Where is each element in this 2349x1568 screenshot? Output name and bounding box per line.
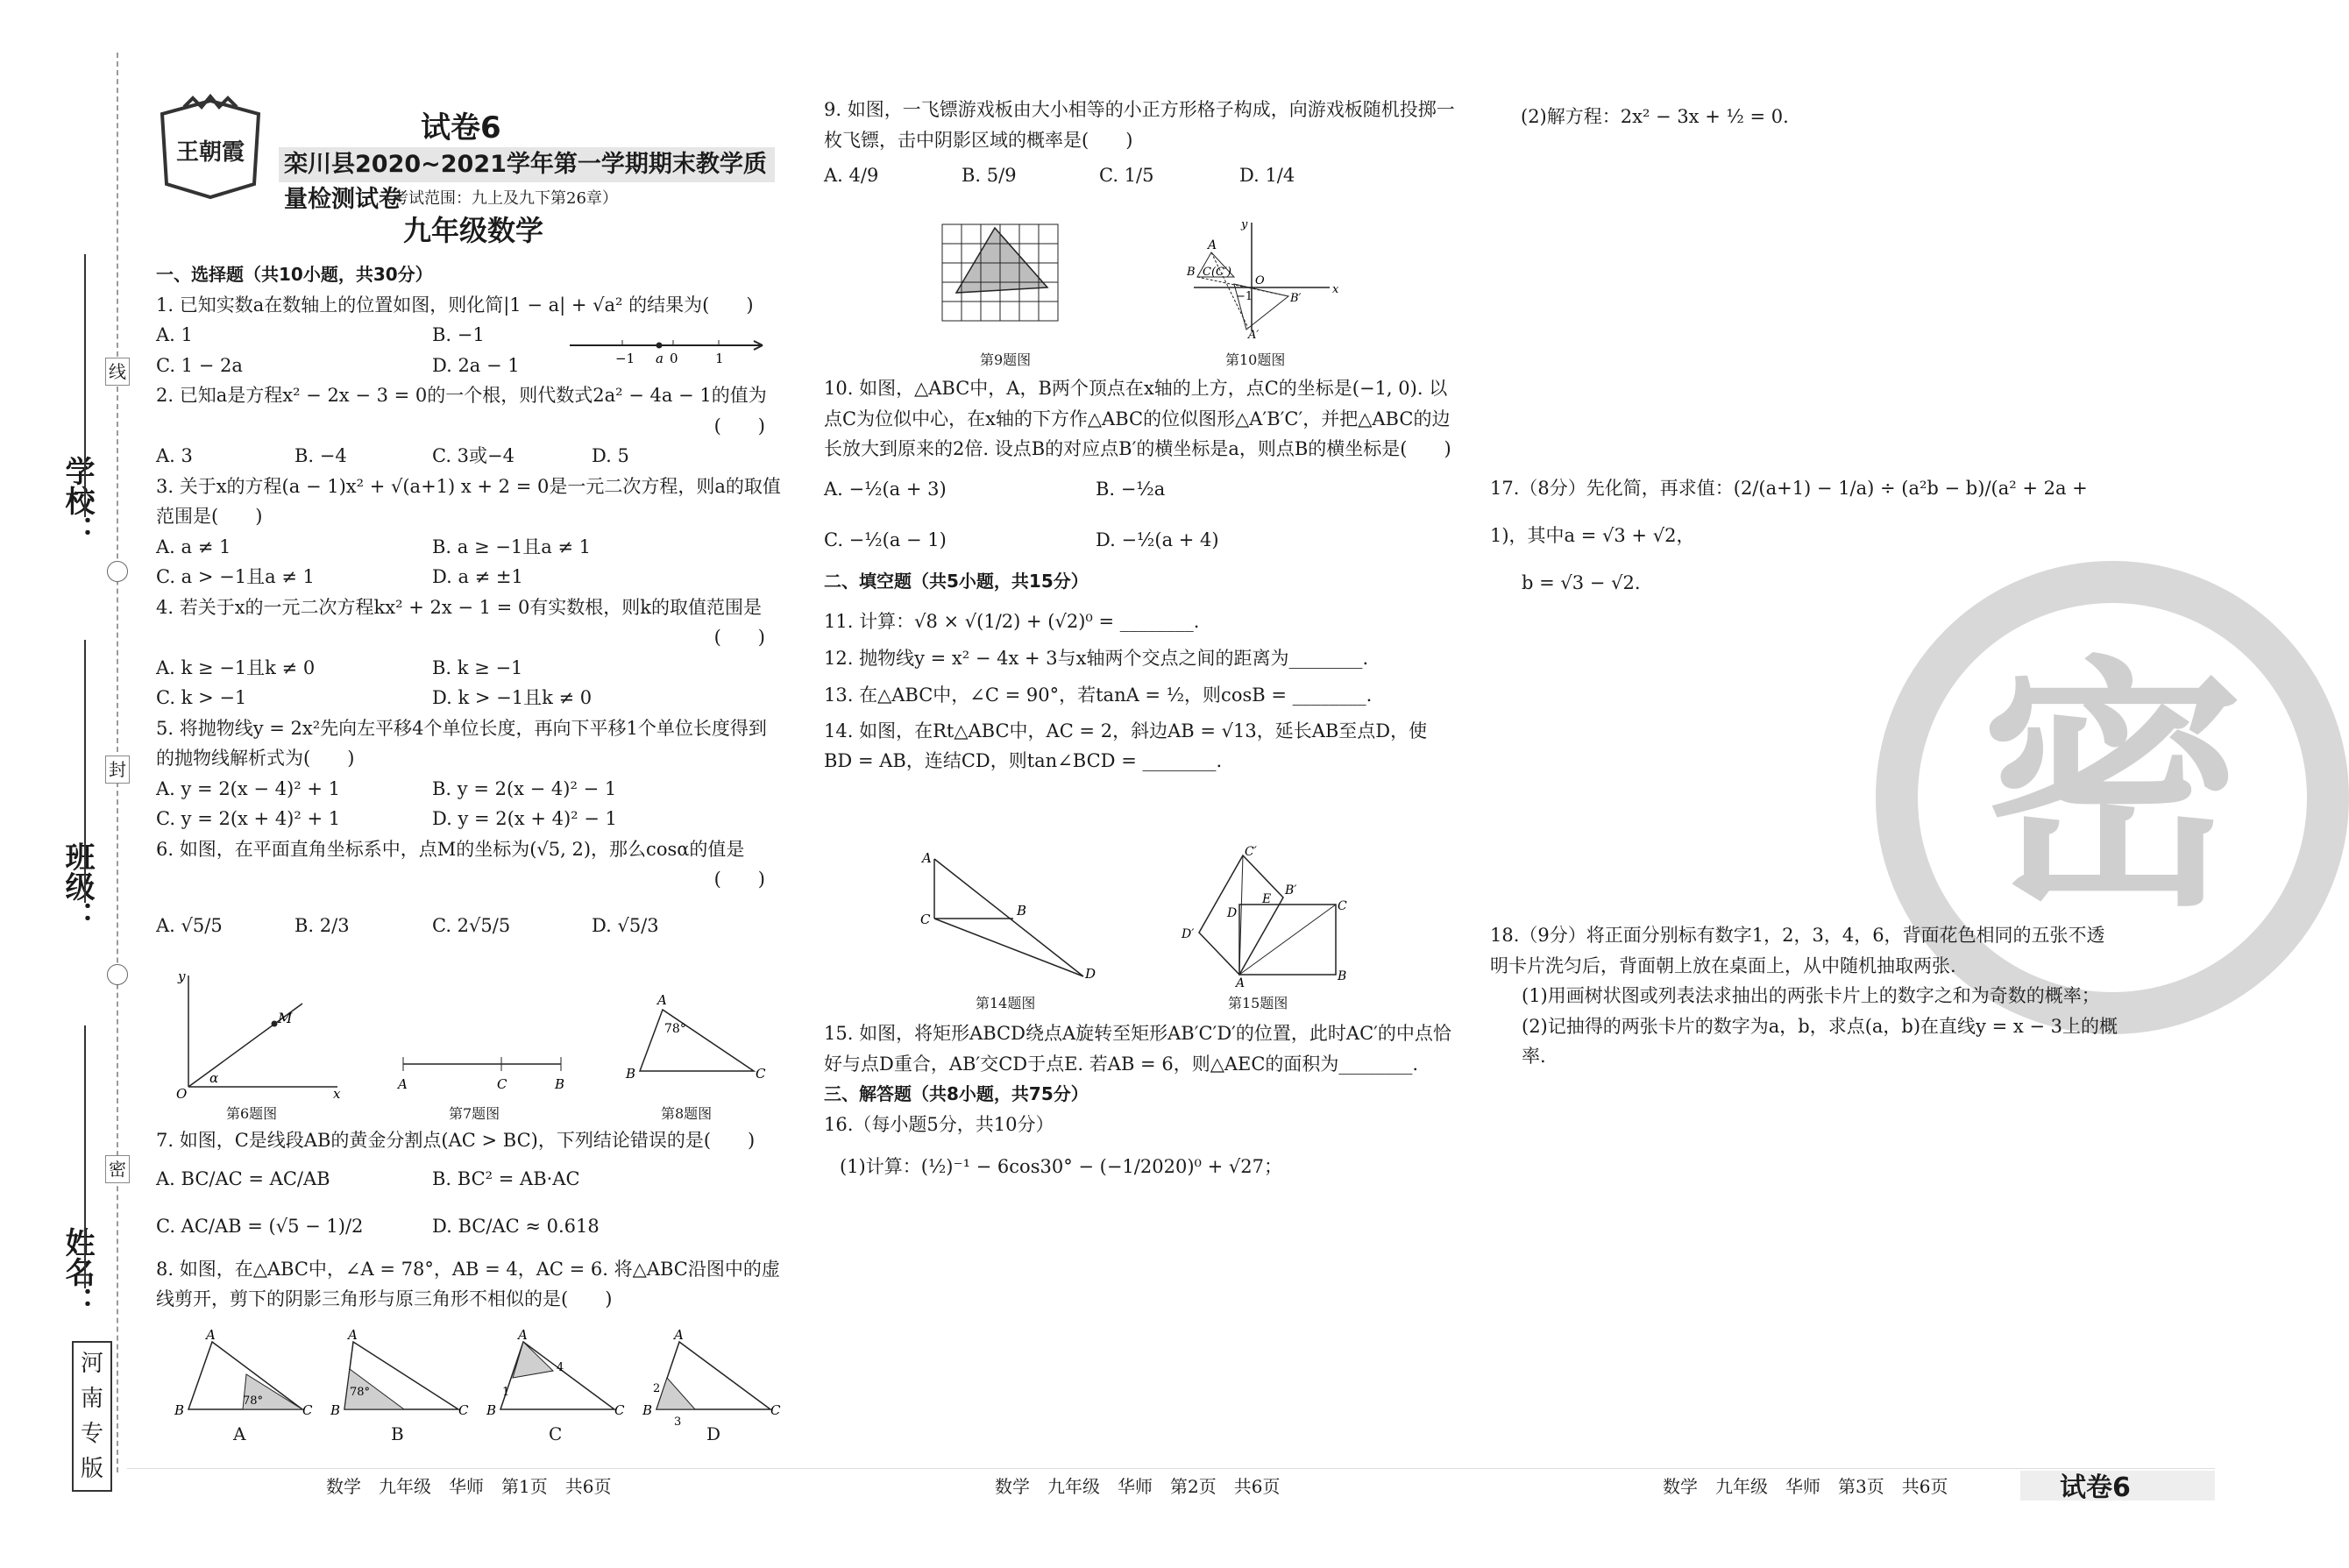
option-b: B. −1 <box>432 324 485 345</box>
figure-9-caption: 第9题图 <box>980 351 1032 368</box>
question-5 <box>156 713 783 834</box>
svg-text:A: A <box>922 850 932 866</box>
svg-text:D′: D′ <box>1182 927 1195 941</box>
column-2-middle <box>824 373 1455 777</box>
option-d: D. y = 2(x + 4)² − 1 <box>432 808 617 829</box>
question-18-line-1: 18.（9分）将正面分别标有数字1，2，3，4，6，背面花色相同的五张不透明卡片洗匀后，背面朝上放在桌面上，从中随机抽取两张. <box>1490 925 2105 976</box>
exam-scope: （考试范围：九上及九下第26章） <box>377 189 618 208</box>
option-a: A. a ≠ 1 <box>156 536 231 557</box>
svg-text:D: D <box>1227 906 1238 920</box>
option-d-figure <box>642 1327 781 1429</box>
option-a: A. 4/9 <box>824 165 879 186</box>
question-stem: 8. 如图，在△ABC中，∠A = 78°，AB = 4，AC = 6. 将△ABC沿图中的虚线剪开，剪下的阴影三角形与原三角形不相似的是( ) <box>156 1258 780 1309</box>
question-4 <box>156 592 783 713</box>
svg-text:78°: 78° <box>350 1386 371 1399</box>
question-2 <box>156 380 783 472</box>
option-a: A. 1 <box>156 324 193 345</box>
option-a-figure <box>174 1327 313 1418</box>
question-15: 15. 如图，将矩形ABCD绕点A旋转至矩形AB′C′D′的位置，此时AC′的中点恰好与点D重合，AB′交CD于点E. 若AB = 6，则△AEC的面积为________. <box>824 1023 1451 1075</box>
question-stem: 10. 如图，△ABC中，A，B两个顶点在x轴的上方，点C的坐标是(−1, 0). 以点C为位似中心，在x轴的下方作△ABC的位似图形△A′B′C′，并把△ABC的边长放大到原来的2倍. 设点B的对应点B′的横坐标是a，则点B的横坐标是( ) <box>824 378 1451 459</box>
option-c: C. 1/5 <box>1099 165 1154 186</box>
seal-word-xian: 线 <box>105 358 130 386</box>
school-field[interactable] <box>84 254 86 517</box>
binding-hole-icon <box>107 561 128 582</box>
option-c: C. y = 2(x + 4)² + 1 <box>156 808 341 829</box>
svg-text:O: O <box>176 1086 188 1102</box>
figure-6-coordinate <box>171 968 346 1100</box>
answer-paren: ( ) <box>713 869 765 890</box>
svg-text:C: C <box>302 1402 313 1418</box>
class-field[interactable] <box>84 640 86 903</box>
footer-page-1: 数学 九年级 华师 第1页 共6页 <box>326 1476 612 1497</box>
question-7 <box>156 1125 783 1251</box>
svg-text:C: C <box>1338 899 1347 913</box>
svg-text:B: B <box>642 1402 653 1418</box>
figure-7-caption: 第7题图 <box>449 1105 500 1122</box>
svg-text:M: M <box>278 1010 293 1026</box>
option-b-figure <box>330 1327 469 1418</box>
question-14: 14. 如图，在Rt△ABC中，AC = 2，斜边AB = √13，延长AB至点D，使BD = AB，连结CD，则tan∠BCD = ________. <box>824 720 1428 771</box>
confidential-seal-watermark: 密 <box>1876 561 2349 1034</box>
subject-title: 九年级数学 <box>403 214 544 247</box>
option-a: A. √5/5 <box>156 914 223 936</box>
svg-text:D: D <box>1085 966 1096 982</box>
footer-page-3: 数学 九年级 华师 第3页 共6页 <box>1663 1476 1948 1497</box>
question-stem: 5. 将抛物线y = 2x²先向左平移4个单位长度，再向下平移1个单位长度得到的抛物线解析式为( ) <box>156 717 767 769</box>
svg-text:−1: −1 <box>615 351 635 366</box>
option-b: B. 5/9 <box>962 165 1017 186</box>
option-b: B. y = 2(x − 4)² − 1 <box>432 777 617 799</box>
svg-text:x: x <box>1332 283 1339 296</box>
svg-text:−1: −1 <box>1236 290 1253 303</box>
binding-strip <box>0 0 127 1568</box>
question-stem: 9. 如图，一飞镖游戏板由大小相等的小正方形格子构成，向游戏板随机投掷一枚飞镖，击中阴影区域的概率是( ) <box>824 99 1455 151</box>
figure-15-rectangles <box>1174 843 1350 990</box>
option-c: C. 3或−4 <box>432 445 515 466</box>
option-d: D. 2a − 1 <box>432 354 520 376</box>
seal-word-feng: 封 <box>105 756 130 784</box>
seal-word-mi: 密 <box>105 1155 130 1183</box>
option-a: A. k ≥ −1且k ≠ 0 <box>156 656 316 678</box>
option-d-label: D <box>706 1423 721 1444</box>
footer-page-2: 数学 九年级 华师 第2页 共6页 <box>995 1476 1281 1497</box>
column-2-bottom <box>824 1018 1455 1188</box>
svg-text:1: 1 <box>502 1386 510 1399</box>
question-stem: 4. 若关于x的一元二次方程kx² + 2x − 1 = 0有实数根，则k的取值范围是 <box>156 596 763 618</box>
school-label: 学校： <box>60 456 95 545</box>
question-17 <box>1490 465 2130 607</box>
question-17-line-2: b = √3 − √2. <box>1522 572 1641 593</box>
binding-hole-icon <box>107 964 128 985</box>
option-b: B. 2/3 <box>295 914 350 936</box>
svg-text:C: C <box>920 912 931 927</box>
svg-text:B′: B′ <box>1290 292 1302 305</box>
svg-text:4: 4 <box>557 1361 564 1374</box>
question-13: 13. 在△ABC中，∠C = 90°，若tanA = ½，则cosB = ________. <box>824 684 1373 706</box>
svg-text:y: y <box>1241 218 1248 231</box>
answer-paren: ( ) <box>713 627 765 648</box>
option-d: D. √5/3 <box>592 914 659 936</box>
number-line-figure <box>568 331 770 366</box>
svg-text:y: y <box>178 968 186 984</box>
section-choice-title: 一、选择题（共10小题，共30分） <box>156 264 433 285</box>
svg-text:E: E <box>1262 892 1272 906</box>
option-a: A. −½(a + 3) <box>824 479 947 500</box>
question-stem: 2. 已知a是方程x² − 2x − 3 = 0的一个根，则代数式2a² − 4a − 1的值为 <box>156 385 767 406</box>
svg-text:A: A <box>206 1327 216 1343</box>
option-c-label: C <box>549 1423 563 1444</box>
figure-10-homothety <box>1185 217 1343 340</box>
option-a-label: A <box>233 1423 246 1444</box>
svg-text:B: B <box>626 1066 636 1082</box>
option-d: D. a ≠ ±1 <box>432 566 523 587</box>
question-stem: 3. 关于x的方程(a − 1)x² + √(a+1) x + 2 = 0是一元二次方程，则a的取值范围是( ) <box>156 475 781 527</box>
svg-text:78°: 78° <box>243 1394 264 1408</box>
question-stem: 6. 如图，在平面直角坐标系中，点M的坐标为(√5, 2)，那么cosα的值是 <box>156 838 745 860</box>
svg-text:A: A <box>1236 976 1245 990</box>
svg-text:B: B <box>1187 266 1196 279</box>
question-11: 11. 计算：√8 × √(1/2) + (√2)⁰ = ________. <box>824 611 1200 632</box>
svg-text:B: B <box>1017 903 1027 919</box>
svg-text:0: 0 <box>670 351 678 366</box>
name-label: 姓名： <box>60 1227 95 1316</box>
option-b: B. −½a <box>1096 479 1166 500</box>
svg-text:3: 3 <box>674 1415 682 1429</box>
figure-6-caption: 第6题图 <box>226 1105 278 1122</box>
svg-text:A: A <box>348 1327 358 1343</box>
option-b: B. k ≥ −1 <box>432 656 523 678</box>
question-9 <box>824 95 1455 191</box>
question-stem: 1. 已知实数a在数轴上的位置如图，则化简|1 − a| + √a² 的结果为( ) <box>156 294 754 316</box>
section-fill-title: 二、填空题（共5小题，共15分） <box>824 570 1089 592</box>
svg-text:α: α <box>209 1070 219 1086</box>
svg-text:78°: 78° <box>664 1022 686 1036</box>
svg-text:A: A <box>657 992 667 1008</box>
question-3 <box>156 472 783 592</box>
figure-8-caption: 第8题图 <box>661 1105 713 1122</box>
svg-text:B: B <box>330 1402 341 1418</box>
svg-text:C: C <box>497 1076 507 1092</box>
option-b: B. −4 <box>295 445 347 466</box>
svg-text:A: A <box>398 1076 408 1092</box>
exam-title: 栾川县2020~2021学年第一学期期末教学质量检测试卷 <box>279 147 775 182</box>
option-d: D. BC/AC ≈ 0.618 <box>432 1216 600 1238</box>
edition-badge: 河南专版 <box>72 1341 112 1492</box>
figure-7-segment <box>394 1052 570 1096</box>
svg-text:B: B <box>1338 969 1347 983</box>
option-a: A. BC/AC = AC/AB <box>156 1168 330 1190</box>
question-6 <box>156 834 783 941</box>
svg-text:a: a <box>656 351 664 366</box>
option-b: B. BC² = AB·AC <box>432 1168 580 1190</box>
svg-text:B: B <box>174 1402 185 1418</box>
footer-rule <box>127 1468 2215 1469</box>
question-10 <box>824 373 1455 566</box>
question-16-stem: 16.（每小题5分，共10分） <box>824 1113 1054 1135</box>
question-16-part-2: (2)解方程：2x² − 3x + ½ = 0. <box>1521 106 1789 127</box>
option-b-label: B <box>391 1423 404 1444</box>
question-18-line-3: (2)记抽得的两张卡片的数字为a，b，求点(a，b)在直线y = x − 3上的概率. <box>1522 1015 2118 1067</box>
column-2-top <box>824 95 1455 191</box>
option-d: D. 1/4 <box>1239 165 1295 186</box>
svg-text:A: A <box>518 1327 528 1343</box>
figure-10-caption: 第10题图 <box>1225 351 1286 368</box>
svg-text:C: C <box>458 1402 469 1418</box>
svg-text:C(C′): C(C′) <box>1203 266 1231 279</box>
question-16-part-1: (1)计算：(½)⁻¹ − 6cos30° − (−1/2020)⁰ + √27； <box>840 1156 1282 1177</box>
svg-text:王朝霞: 王朝霞 <box>175 139 245 166</box>
svg-text:B: B <box>486 1402 497 1418</box>
option-d: D. −½(a + 4) <box>1096 529 1219 551</box>
svg-text:x: x <box>333 1086 341 1102</box>
question-stem: 7. 如图，C是线段AB的黄金分割点(AC > BC)，下列结论错误的是( ) <box>156 1130 756 1151</box>
class-label: 班级： <box>60 841 95 931</box>
figure-9-dart-board <box>942 224 1061 323</box>
option-c: C. AC/AB = (√5 − 1)/2 <box>156 1216 364 1238</box>
svg-text:O: O <box>1255 274 1265 287</box>
question-8 <box>156 1254 783 1315</box>
option-c: C. −½(a − 1) <box>824 529 947 551</box>
option-c: C. 2√5/5 <box>432 914 511 936</box>
svg-text:B: B <box>555 1076 565 1092</box>
option-c: C. k > −1 <box>156 687 247 708</box>
svg-text:B′: B′ <box>1285 883 1297 898</box>
paper-number: 试卷6 <box>421 110 501 145</box>
option-b: B. a ≥ −1且a ≠ 1 <box>432 536 592 557</box>
svg-text:2: 2 <box>653 1382 661 1395</box>
footer-paper-tag: 试卷6 <box>2060 1472 2131 1503</box>
brand-logo-icon <box>145 96 276 202</box>
question-12: 12. 抛物线y = x² − 4x + 3与x轴两个交点之间的距离为________. <box>824 648 1369 669</box>
figure-14-caption: 第14题图 <box>976 995 1036 1011</box>
option-c: C. 1 − 2a <box>156 354 243 376</box>
section-answer-title: 三、解答题（共8小题，共75分） <box>824 1083 1089 1104</box>
column-1-lower <box>156 1125 783 1315</box>
svg-text:C: C <box>770 1402 781 1418</box>
figure-8-triangle <box>622 990 771 1087</box>
svg-text:A: A <box>674 1327 684 1343</box>
svg-text:A′: A′ <box>1248 329 1260 342</box>
svg-text:C: C <box>614 1402 625 1418</box>
option-a: A. 3 <box>156 445 193 466</box>
option-c: C. a > −1且a ≠ 1 <box>156 566 315 587</box>
name-field[interactable] <box>84 1025 86 1288</box>
answer-paren: ( ) <box>713 415 765 436</box>
figure-14-triangle <box>920 850 1096 982</box>
figure-8-options <box>171 1329 784 1443</box>
question-18 <box>1490 920 2121 1072</box>
option-a: A. y = 2(x − 4)² + 1 <box>156 777 340 799</box>
svg-text:C: C <box>756 1066 766 1082</box>
option-c-figure <box>486 1327 625 1418</box>
question-18-line-2: (1)用画树状图或列表法求抽出的两张卡片上的数字之和为奇数的概率； <box>1522 985 2100 1006</box>
question-17-line-1: 17.（8分）先化简，再求值：(2/(a+1) − 1/a) ÷ (a²b − b)/(a² + 2a + 1)，其中a = √3 + √2， <box>1490 478 2088 546</box>
svg-text:1: 1 <box>715 351 724 366</box>
option-d: D. k > −1且k ≠ 0 <box>432 687 593 708</box>
option-d: D. 5 <box>592 445 629 466</box>
svg-text:A: A <box>1208 238 1217 252</box>
figure-15-caption: 第15题图 <box>1228 995 1288 1011</box>
svg-text:C′: C′ <box>1245 845 1257 859</box>
